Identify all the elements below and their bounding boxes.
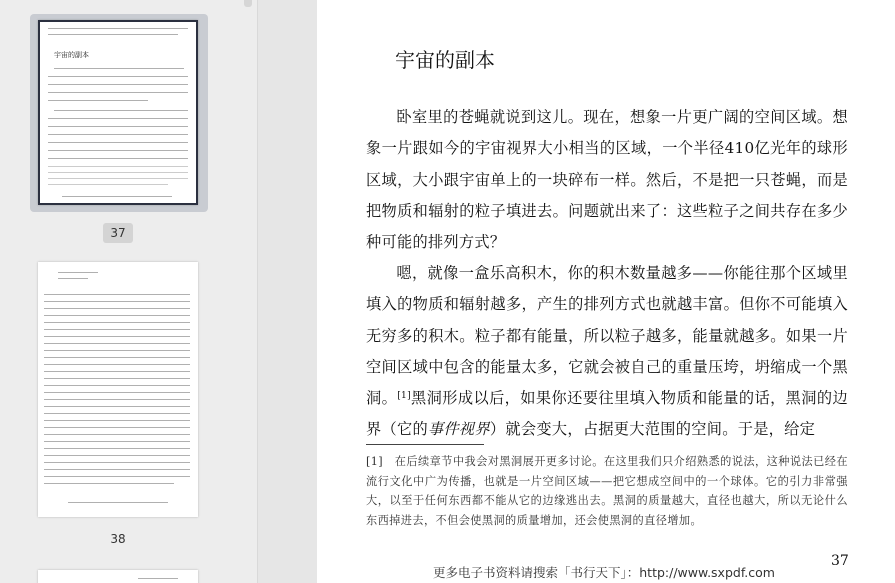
- page-number: 37: [831, 553, 849, 569]
- footnote-rule: [366, 444, 484, 445]
- thumbnail-sidebar[interactable]: [0, 0, 257, 583]
- footnote-text: [1] 在后续章节中我会对黑洞展开更多讨论。在这里我们只介绍熟悉的说法，这种说法已经在流行文化中广为传播，也就是一片空间区域——把它想成空间中的一个球体。它的引力非常强大，以至于任何东西都不能从它的边缘逃出去。黑洞的质量越大，直径也越大，所以无论什么东西掉进去，不但会使黑洞的质量增加，还会使黑洞的直径增加。: [366, 455, 848, 527]
- sidebar-scrollbar[interactable]: [244, 0, 252, 7]
- thumbnail-page-39[interactable]: [38, 570, 198, 583]
- paragraph-2-part-2: 黑洞形成以后，如果你还要往里填入物质和能量的话，黑洞的边界（它的: [366, 389, 848, 439]
- document-page: [317, 0, 895, 583]
- paragraph-1: 卧室里的苍蝇就说到这儿。现在，想象一片更广阔的空间区域。想象一片跟如今的宇宙视界大小相当的区域，一个半径410亿光年的球形区域，大小跟宇宙单上的一块碎布一样。然后，不是把一只苍蝇，而是把物质和辐射的粒子填进去。问题就出来了：这些粒子之间共存在多少种可能的排列方式？: [366, 108, 848, 252]
- section-title: 宇宙的副本: [395, 48, 495, 72]
- thumbnail-page-38[interactable]: [38, 262, 198, 517]
- page-footer: 更多电子书资料请搜索「书行天下」：http://www.sxpdf.com: [433, 565, 775, 580]
- thumbnail-label-38[interactable]: 38: [110, 532, 126, 546]
- paragraph-2-part-3: ）就会变大，占据更大范围的空间。于是，给定: [489, 420, 816, 439]
- thumbnail-page-37[interactable]: 宇宙的副本: [38, 20, 198, 205]
- emphasis-event-horizon: 事件视界: [427, 420, 490, 439]
- sidebar-divider: [257, 0, 317, 583]
- paragraph-2-part-1: 嗯，就像一盒乐高积木，你的积木数量越多——你能往那个区域里填入的物质和辐射越多，产生的排列方式也就越丰富。但你不可能填入无穷多的积木。粒子都有能量，所以粒子越多，能量就越多。如果一片空间区域中包含的能量太多，它就会被自己的重量压垮，坍缩成一个黑洞。: [366, 264, 848, 408]
- paragraph-2: [366, 258, 848, 446]
- footnote-reference[interactable]: [1]: [397, 391, 411, 402]
- thumbnail-label-37[interactable]: 37: [103, 223, 133, 243]
